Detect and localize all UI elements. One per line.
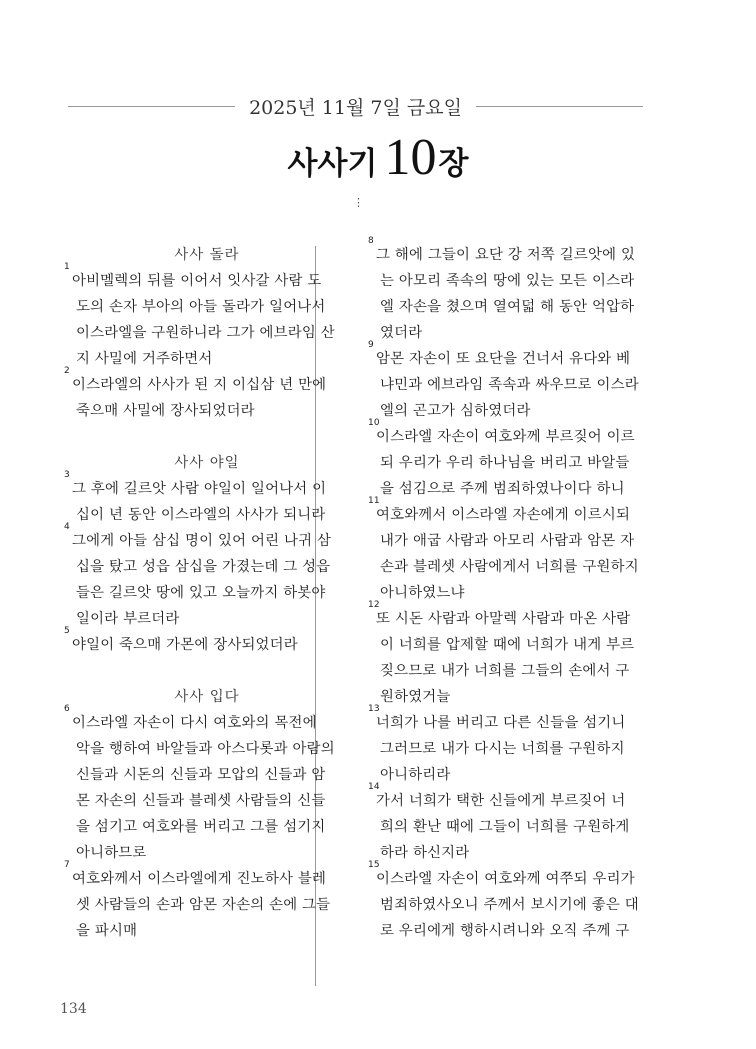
verse-text-line: 이 너희를 압제할 때에 너희가 내게 부르 <box>380 637 635 653</box>
verse-text-line: 그에게 아들 삼십 명이 있어 어린 나귀 삼 <box>72 533 332 549</box>
verse-number: 9 <box>368 340 374 350</box>
verse-text-line: 로 우리에게 행하시려니와 오직 주께 구 <box>380 923 630 939</box>
verse-10 <box>368 418 656 502</box>
verse-3 <box>64 470 350 528</box>
verse-text-line: 죽으매 사밀에 장사되었더라 <box>76 403 255 419</box>
verse-number: 11 <box>368 496 380 506</box>
verse-number: 14 <box>368 782 380 792</box>
left-column <box>64 242 350 944</box>
verse-number: 7 <box>64 860 70 870</box>
verse-text-line: 이스라엘의 사사가 된 지 이십삼 년 만에 <box>72 377 327 393</box>
book-name: 사사기 <box>287 146 378 182</box>
verse-7 <box>64 860 350 944</box>
verse-14 <box>368 782 656 866</box>
verse-text-line: 손과 블레셋 사람에게서 너희를 구원하지 <box>380 559 639 575</box>
verse-text-line: 셋 사람들의 손과 암몬 자손의 손에 그들 <box>76 897 331 913</box>
verse-number: 15 <box>368 860 380 870</box>
page-number: 134 <box>60 1001 87 1017</box>
verse-12 <box>368 600 656 710</box>
chapter-unit: 장 <box>438 146 469 182</box>
verse-text-line: 을 섬김으로 주께 범죄하였나이다 하니 <box>380 481 625 497</box>
verse-text-line: 원하였거늘 <box>380 689 451 705</box>
verse-6 <box>64 704 350 866</box>
verse-number: 1 <box>64 262 70 272</box>
verse-5 <box>64 626 350 658</box>
verse-text-line: 이스라엘 자손이 다시 여호와의 목전에 <box>72 715 317 731</box>
verse-text-line: 여호와께서 이스라엘에게 진노하사 블레 <box>72 871 327 887</box>
date-rule-right <box>476 106 643 107</box>
verse-text-line: 십이 년 동안 이스라엘의 사사가 되니라 <box>76 507 326 523</box>
verse-text-line: 을 파시매 <box>76 923 138 939</box>
chapter-number: 10 <box>384 129 437 186</box>
verse-text-line: 신들과 시돈의 신들과 모압의 신들과 암 <box>76 767 326 783</box>
verse-text-line: 지 사밀에 거주하면서 <box>76 351 213 367</box>
verse-number: 13 <box>368 704 380 714</box>
verse-text-line: 범죄하였사오니 주께서 보시기에 좋은 대 <box>380 897 639 913</box>
verse-text-line: 아니하므로 <box>76 845 147 861</box>
verse-text-line: 짖으므로 내가 너희를 그들의 손에서 구 <box>380 663 630 679</box>
verse-9 <box>368 340 656 424</box>
date-rule-left <box>68 106 235 107</box>
verse-number: 4 <box>64 522 70 532</box>
verse-text-line: 냐민과 에브라임 족속과 싸우므로 이스라 <box>380 377 639 393</box>
verse-text-line: 또 시돈 사람과 아말렉 사람과 마온 사람 <box>376 611 631 627</box>
verse-11 <box>368 496 656 606</box>
verse-text-line: 그 해에 그들이 요단 강 저쪽 길르앗에 있 <box>376 247 636 263</box>
verse-number: 8 <box>368 236 374 246</box>
verse-text-line: 내가 애굽 사람과 아모리 사람과 암몬 자 <box>380 533 635 549</box>
chapter-title <box>0 128 756 187</box>
verse-text-line: 십을 탔고 성읍 삼십을 가졌는데 그 성읍 <box>76 559 331 575</box>
verse-text-line: 도의 손자 부아의 아들 돌라가 일어나서 <box>76 299 326 315</box>
verse-text-line: 아니하리라 <box>380 767 451 783</box>
verse-text-line: 가서 너희가 택한 신들에게 부르짖어 너 <box>376 793 626 809</box>
verse-number: 3 <box>64 470 70 480</box>
verse-8 <box>368 236 656 346</box>
verse-text-line: 암몬 자손이 또 요단을 건너서 유다와 베 <box>376 351 631 367</box>
verse-text-line: 희의 환난 때에 그들이 너희를 구원하게 <box>380 819 630 835</box>
verse-text-line: 아비멜렉의 뒤를 이어서 잇사갈 사람 도 <box>72 273 322 289</box>
section-heading: 사사 야일 <box>174 455 240 471</box>
verse-2 <box>64 366 350 424</box>
verse-4 <box>64 522 350 632</box>
date-header <box>68 88 643 124</box>
verse-number: 2 <box>64 366 70 376</box>
verse-text-line: 엘 자손을 쳤으며 열여덟 해 동안 억압하 <box>380 299 635 315</box>
verse-text-line: 되 우리가 우리 하나님을 버리고 바알들 <box>380 455 630 471</box>
verse-text-line: 이스라엘 자손이 여호와께 여쭈되 우리가 <box>376 871 635 887</box>
verse-13 <box>368 704 656 788</box>
verse-text-line: 들은 길르앗 땅에 있고 오늘까지 하봇야 <box>76 585 326 601</box>
verse-text-line: 악을 행하여 바알들과 아스다롯과 아람의 <box>76 741 335 757</box>
verse-text-line: 야일이 죽으매 가몬에 장사되었더라 <box>72 637 298 653</box>
verse-text-line: 그러므로 내가 다시는 너희를 구원하지 <box>380 741 625 757</box>
verse-text-line: 몬 자손의 신들과 블레셋 사람들의 신들 <box>76 793 326 809</box>
verse-text-line: 그 후에 길르앗 사람 야일이 일어나서 이 <box>72 481 327 497</box>
verse-text-line: 는 아모리 족속의 땅에 있는 모든 이스라 <box>380 273 635 289</box>
verse-number: 5 <box>64 626 70 636</box>
section-heading: 사사 돌라 <box>174 247 240 263</box>
verse-1 <box>64 262 350 372</box>
verse-text-line: 이스라엘 자손이 여호와께 부르짖어 이르 <box>376 429 635 445</box>
verse-number: 12 <box>368 600 380 610</box>
verse-text-line: 여호와께서 이스라엘 자손에게 이르시되 <box>376 507 631 523</box>
verse-text-line: 엘의 곤고가 심하였더라 <box>380 403 531 419</box>
verse-15 <box>368 860 656 944</box>
verse-text-line: 이스라엘을 구원하니라 그가 에브라임 산 <box>76 325 335 341</box>
date-text: 2025년 11월 7일 금요일 <box>249 96 462 119</box>
verse-text-line: 너희가 나를 버리고 다른 신들을 섬기니 <box>376 715 626 731</box>
verse-text-line: 을 섬기고 여호와를 버리고 그를 섬기지 <box>76 819 326 835</box>
right-column <box>368 236 656 944</box>
verse-text-line: 하라 하신지라 <box>380 845 470 861</box>
verse-number: 6 <box>64 704 70 714</box>
more-options-icon[interactable]: ⋮ <box>353 196 364 209</box>
verse-text-line: 였더라 <box>380 325 423 341</box>
verse-number: 10 <box>368 418 380 428</box>
section-heading: 사사 입다 <box>174 689 240 705</box>
verse-text-line: 일이라 부르더라 <box>76 611 180 627</box>
verse-text-line: 아니하였느냐 <box>380 585 465 601</box>
